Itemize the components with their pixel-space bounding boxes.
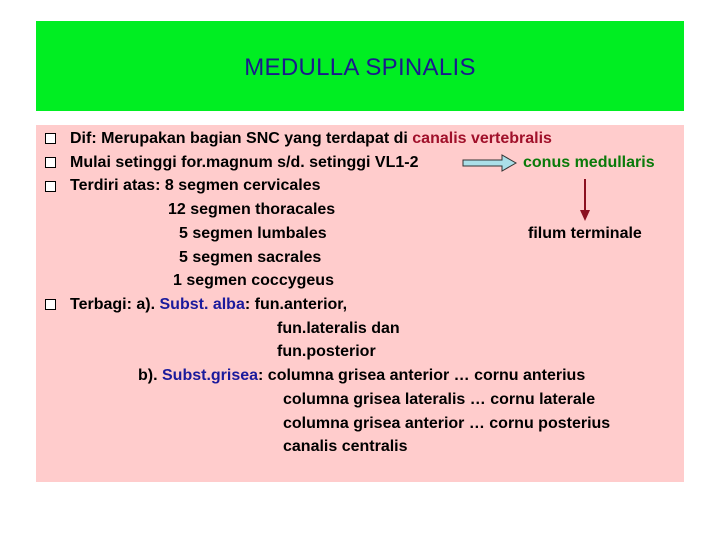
right-arrow-icon bbox=[462, 154, 518, 172]
down-arrow-icon bbox=[579, 178, 591, 222]
terdiri-line: 5 segmen lumbales bbox=[179, 225, 327, 242]
grisea-item: columna grisea anterior … cornu posterius bbox=[283, 415, 611, 432]
bullet-checkbox-icon bbox=[45, 181, 56, 192]
bullet-checkbox-icon bbox=[45, 133, 56, 144]
bullet-mulai: Mulai setinggi for.magnum s/d. setinggi VL1-2 bbox=[70, 154, 419, 171]
terdiri-line: Terdiri atas: 8 segmen cervicales bbox=[70, 177, 321, 194]
title-banner bbox=[36, 21, 684, 111]
terdiri-line: 12 segmen thoracales bbox=[168, 201, 336, 218]
grisea-item: columna grisea lateralis … cornu laterale bbox=[283, 391, 596, 408]
alba-item: fun.lateralis dan bbox=[277, 320, 400, 337]
terbagi-line bbox=[70, 295, 347, 315]
subst-grisea: Subst.grisea bbox=[162, 367, 259, 384]
conus-medullaris: conus medullaris bbox=[523, 154, 655, 171]
subst-alba: Subst. alba bbox=[159, 296, 245, 313]
alba-item: : fun.anterior, bbox=[244, 296, 348, 313]
bullet-dif bbox=[70, 129, 552, 149]
prefix-a: Terbagi: a). bbox=[70, 296, 160, 313]
grisea-item: canalis centralis bbox=[283, 438, 408, 455]
terdiri-line: 1 segmen coccygeus bbox=[173, 272, 334, 289]
slide-title: MEDULLA SPINALIS bbox=[244, 54, 476, 81]
bullet-checkbox-icon bbox=[45, 157, 56, 168]
filum-terminale: filum terminale bbox=[528, 225, 642, 242]
grisea-item: : columna grisea anterior … cornu anterius bbox=[258, 367, 586, 384]
grisea-line bbox=[138, 366, 585, 386]
bullet-checkbox-icon bbox=[45, 299, 56, 310]
alba-item: fun.posterior bbox=[277, 343, 376, 360]
dif-text: Dif: Merupakan bagian SNC yang terdapat di bbox=[70, 130, 413, 147]
canalis-vertebralis: canalis vertebralis bbox=[412, 130, 552, 147]
terdiri-line: 5 segmen sacrales bbox=[179, 249, 322, 266]
prefix-b: b). bbox=[138, 367, 162, 384]
